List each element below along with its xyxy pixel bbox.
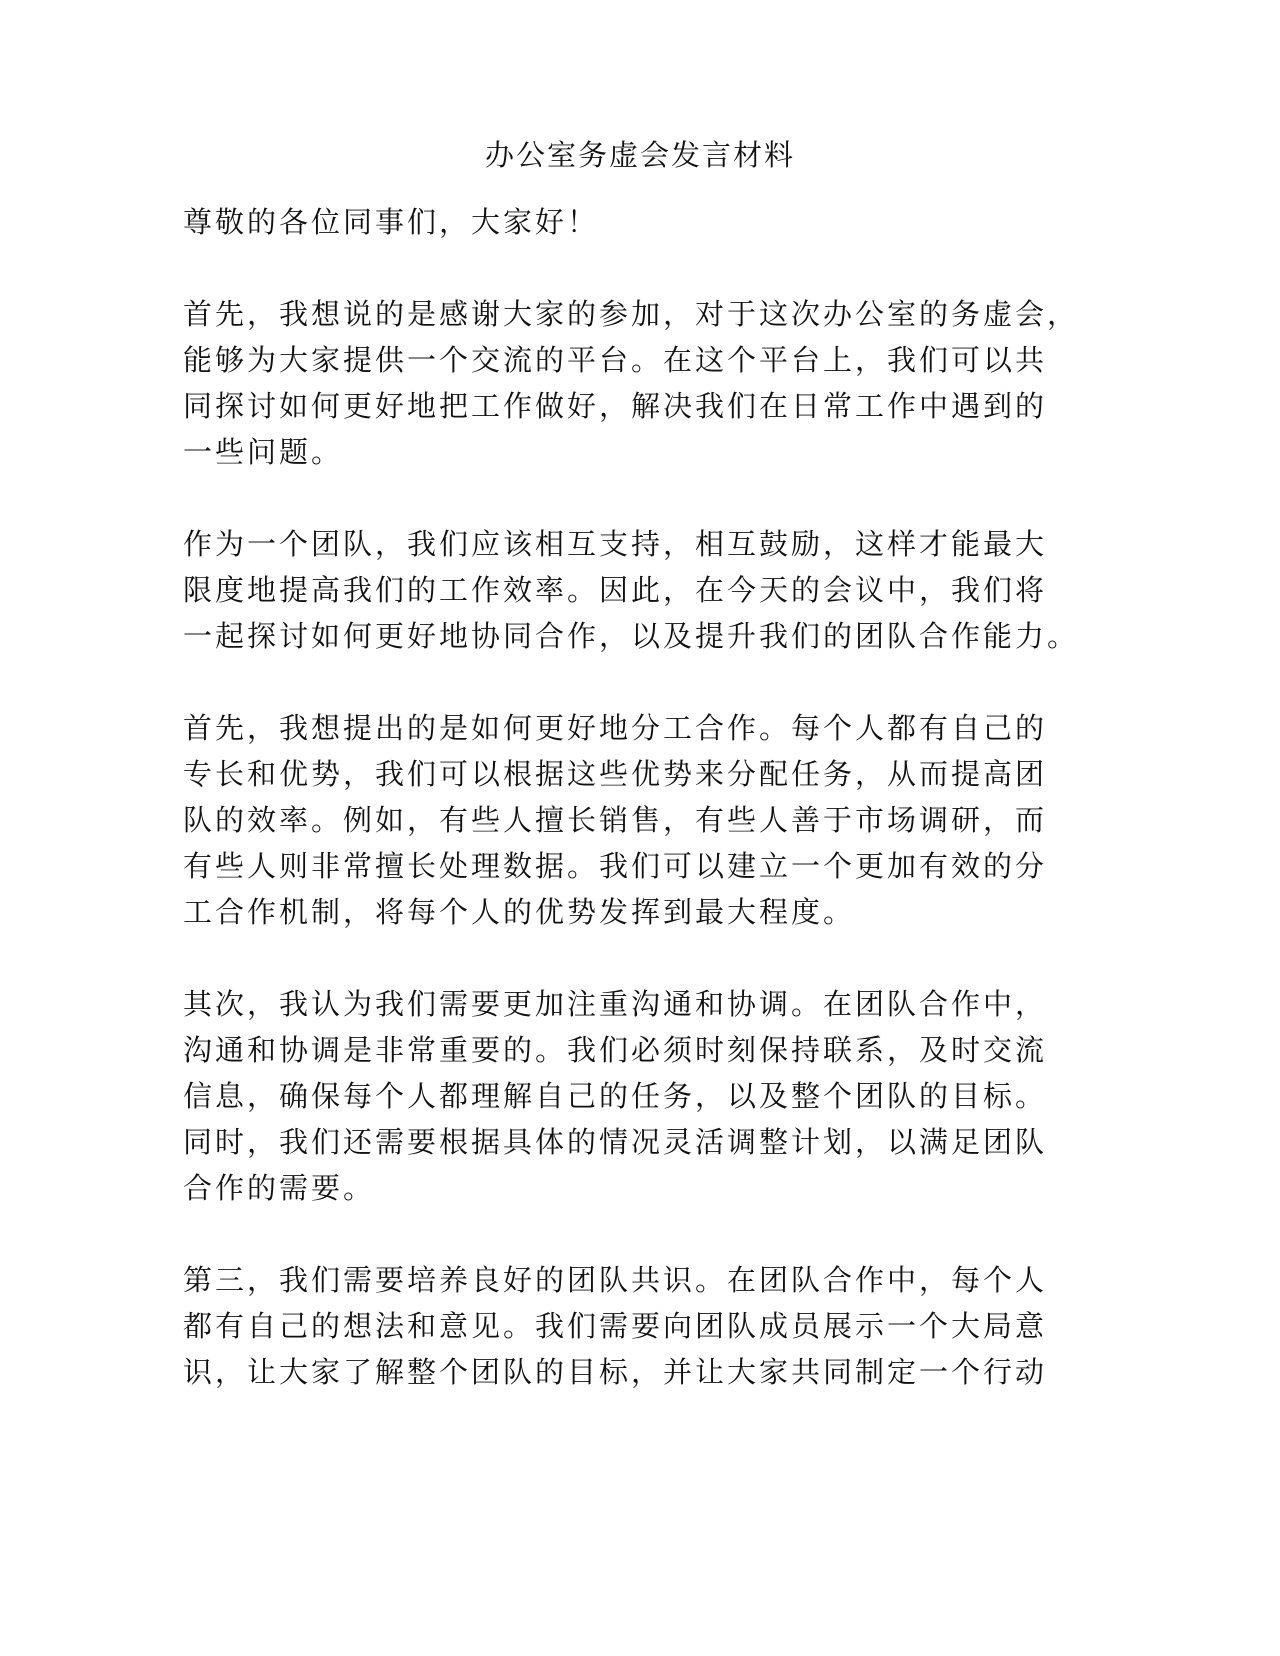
paragraph-line: 同探讨如何更好地把工作做好，解决我们在日常工作中遇到的 xyxy=(183,389,1048,423)
paragraph xyxy=(183,1257,1183,1395)
paragraph-line: 其次，我认为我们需要更加注重沟通和协调。在团队合作中， xyxy=(183,987,1048,1021)
paragraph-line: 同时，我们还需要根据具体的情况灵活调整计划，以满足团队 xyxy=(183,1125,1048,1159)
paragraph-line: 能够为大家提供一个交流的平台。在这个平台上，我们可以共 xyxy=(183,343,1048,377)
paragraph-line: 限度地提高我们的工作效率。因此，在今天的会议中，我们将 xyxy=(183,573,1048,607)
paragraph xyxy=(183,291,1183,475)
paragraph-line: 首先，我想提出的是如何更好地分工合作。每个人都有自己的 xyxy=(183,711,1048,745)
paragraph-line: 有些人则非常擅长处理数据。我们可以建立一个更加有效的分 xyxy=(183,849,1048,883)
paragraph-line: 专长和优势，我们可以根据这些优势来分配任务，从而提高团 xyxy=(183,757,1048,791)
paragraph-line: 识，让大家了解整个团队的目标，并让大家共同制定一个行动 xyxy=(183,1355,1048,1389)
paragraph-line: 第三，我们需要培养良好的团队共识。在团队合作中，每个人 xyxy=(183,1263,1048,1297)
document-body xyxy=(183,199,1183,1441)
paragraph-line: 队的效率。例如，有些人擅长销售，有些人善于市场调研，而 xyxy=(183,803,1048,837)
paragraph-line: 一起探讨如何更好地协同合作，以及提升我们的团队合作能力。 xyxy=(183,619,1080,653)
paragraph xyxy=(183,981,1183,1211)
paragraph-line: 一些问题。 xyxy=(183,435,344,469)
greeting-paragraph xyxy=(183,199,1183,245)
document-title: 办公室务虚会发言材料 xyxy=(484,138,795,172)
paragraph-line: 合作的需要。 xyxy=(183,1171,376,1205)
paragraph-line: 首先，我想说的是感谢大家的参加，对于这次办公室的务虚会， xyxy=(183,297,1080,331)
paragraph-line: 工合作机制，将每个人的优势发挥到最大程度。 xyxy=(183,895,856,929)
greeting-line: 尊敬的各位同事们，大家好！ xyxy=(183,205,600,239)
paragraph xyxy=(183,521,1183,659)
paragraph-line: 都有自己的想法和意见。我们需要向团队成员展示一个大局意 xyxy=(183,1309,1048,1343)
paragraph-line: 作为一个团队，我们应该相互支持，相互鼓励，这样才能最大 xyxy=(183,527,1048,561)
paragraph-line: 信息，确保每个人都理解自己的任务，以及整个团队的目标。 xyxy=(183,1079,1048,1113)
paragraph-line: 沟通和协调是非常重要的。我们必须时刻保持联系，及时交流 xyxy=(183,1033,1048,1067)
paragraph xyxy=(183,705,1183,935)
